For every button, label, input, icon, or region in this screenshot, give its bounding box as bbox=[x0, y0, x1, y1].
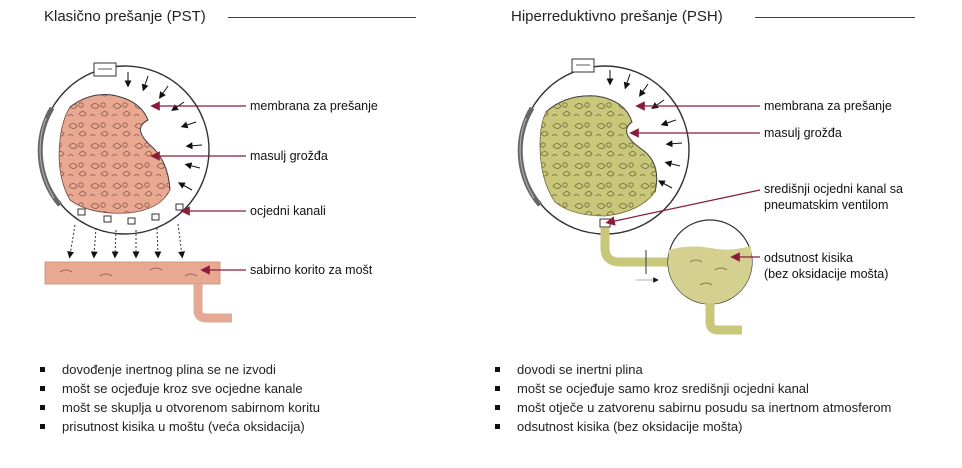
right-title: Hiperreduktivno prešanje (PSH) bbox=[511, 8, 723, 25]
label-central-channel bbox=[764, 181, 903, 213]
label-drain-channels: ocjedni kanali bbox=[250, 204, 326, 218]
label-collection-trough: sabirno korito za mošt bbox=[250, 263, 373, 277]
label-no-oxygen bbox=[764, 250, 888, 282]
label-membrane-right: membrana za prešanje bbox=[764, 99, 892, 113]
label-no-oxygen-line1: odsutnost kisika bbox=[764, 251, 853, 265]
right-bullet-list bbox=[491, 360, 891, 436]
list-item: mošt se ocjeđuje kroz sve ocjedne kanale bbox=[36, 379, 320, 398]
label-membrane-left: membrana za prešanje bbox=[250, 99, 378, 113]
list-item: odsutnost kisika (bez oksidacije mošta) bbox=[491, 417, 891, 436]
label-central-channel-line2: pneumatskim ventilom bbox=[764, 198, 889, 212]
label-no-oxygen-line2: (bez oksidacije mošta) bbox=[764, 267, 889, 281]
list-item: prisutnost kisika u moštu (veća oksidacija) bbox=[36, 417, 320, 436]
label-central-channel-line1: središnji ocjedni kanal sa bbox=[764, 182, 903, 196]
right-press bbox=[520, 59, 752, 330]
list-item: mošt se ocjeđuje samo kroz središnji ocjedni kanal bbox=[491, 379, 891, 398]
label-mash-left: masulj grožđa bbox=[250, 149, 328, 163]
list-item: mošt otječe u zatvorenu sabirnu posudu sa inertnom atmosferom bbox=[491, 398, 891, 417]
left-title: Klasično prešanje (PST) bbox=[44, 8, 206, 25]
list-item: dovodi se inertni plina bbox=[491, 360, 891, 379]
left-press bbox=[40, 63, 232, 318]
list-item: dovođenje inertnog plina se ne izvodi bbox=[36, 360, 320, 379]
list-item: mošt se skuplja u otvorenom sabirnom koritu bbox=[36, 398, 320, 417]
label-mash-right: masulj grožđa bbox=[764, 126, 842, 140]
left-bullet-list bbox=[36, 360, 320, 436]
